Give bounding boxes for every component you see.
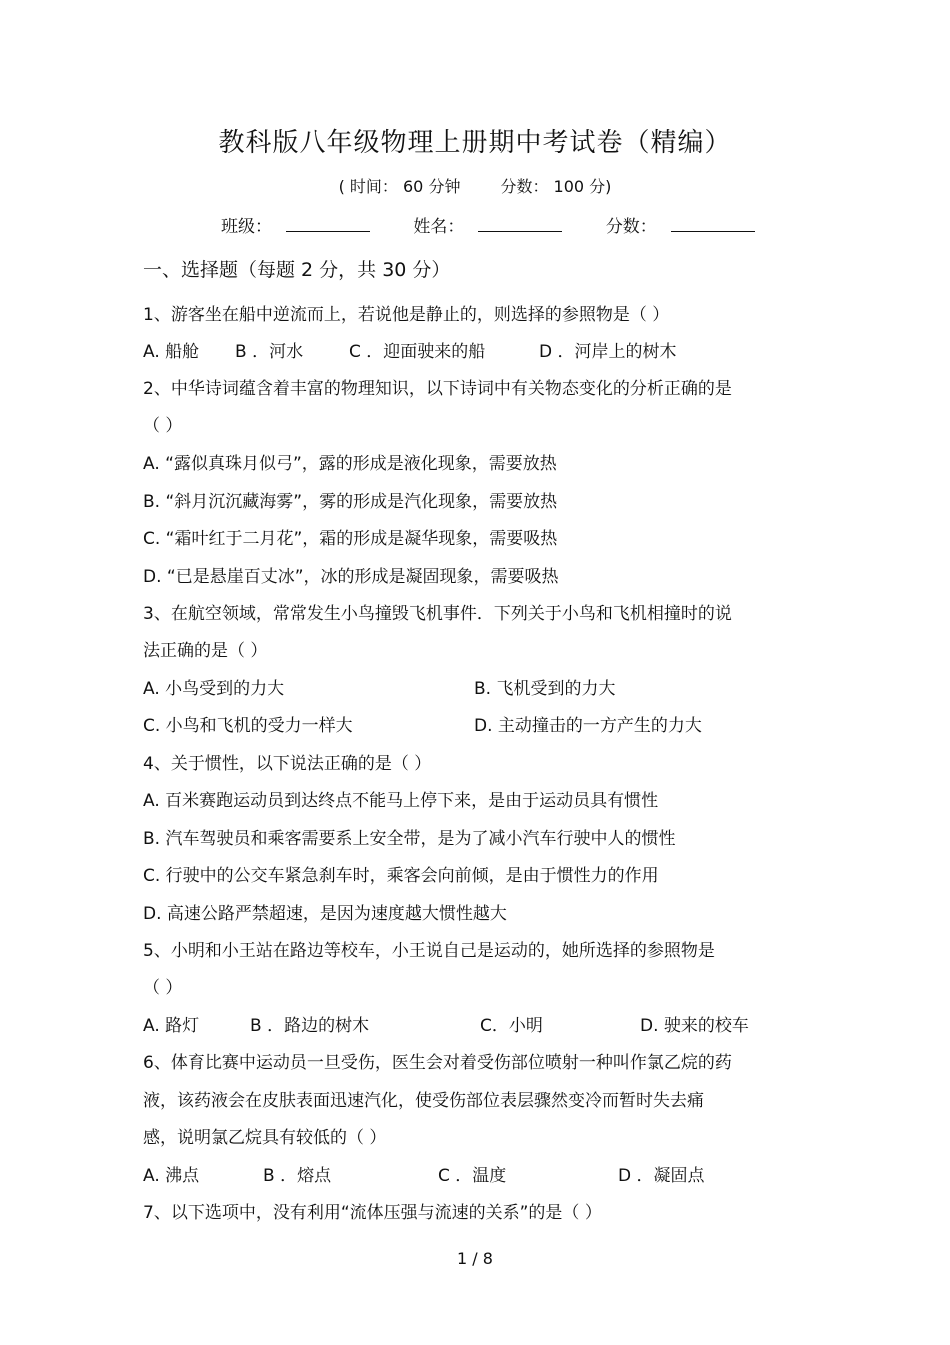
- question-6-stem: 6、体育比赛中运动员一旦受伤，医生会对着受伤部位喷射一种叫作氯乙烷的药: [143, 1053, 732, 1073]
- name-field[interactable]: [413, 212, 562, 237]
- q4-option-a: A. 百米赛跑运动员到达终点不能马上停下来，是由于运动员具有惯性: [143, 791, 659, 811]
- score-field[interactable]: [606, 212, 755, 237]
- class-label: 班级：: [221, 217, 272, 237]
- exam-meta: [0, 174, 950, 197]
- question-1-stem: 1、游客坐在船中逆流而上，若说他是静止的，则选择的参照物是（ ）: [143, 305, 670, 325]
- q6-option-a: A. 沸点: [143, 1166, 200, 1186]
- question-6-options: [143, 1161, 705, 1186]
- q3-option-c: C. 小鸟和飞机的受力一样大: [143, 716, 353, 736]
- q4-option-b: B. 汽车驾驶员和乘客需要系上安全带，是为了减小汽车行驶中人的惯性: [143, 829, 676, 849]
- q1-option-d: D ．河岸上的树木: [539, 342, 677, 362]
- question-5-options: [143, 1011, 749, 1036]
- question-7-stem: 7、以下选项中，没有利用“流体压强与流速的关系”的是（ ）: [143, 1203, 602, 1223]
- class-blank[interactable]: [286, 215, 370, 232]
- question-3-stem: 3、在航空领域，常常发生小鸟撞毁飞机事件．下列关于小鸟和飞机相撞时的说: [143, 604, 732, 624]
- question-2-stem: 2、中华诗词蕴含着丰富的物理知识，以下诗词中有关物态变化的分析正确的是: [143, 379, 732, 399]
- q4-option-c: C. 行驶中的公交车紧急刹车时，乘客会向前倾，是由于惯性力的作用: [143, 866, 659, 886]
- q2-option-c: C. “霜叶红于二月花”，霜的形成是凝华现象，需要吸热: [143, 529, 558, 549]
- question-5-stem-cont: （ ）: [143, 978, 183, 998]
- section-heading: 一、选择题（每题 2 分，共 30 分）: [143, 259, 451, 281]
- q5-option-d: D. 驶来的校车: [640, 1016, 749, 1036]
- page-title: 教科版八年级物理上册期中考试卷（精编）: [218, 128, 732, 158]
- exam-score: 分数： 100 分): [500, 177, 612, 196]
- score-blank[interactable]: [671, 215, 755, 232]
- q5-option-b: B ．路边的树木: [250, 1016, 370, 1036]
- question-4-stem: 4、关于惯性，以下说法正确的是（ ）: [143, 754, 432, 774]
- q1-option-c: C ．迎面驶来的船: [349, 342, 486, 362]
- q6-option-c: C ．温度: [438, 1166, 507, 1186]
- name-label: 姓名：: [413, 217, 465, 237]
- score-label: 分数：: [605, 217, 657, 237]
- q1-option-a: A. 船舱: [143, 342, 200, 362]
- q2-option-a: A. “露似真珠月似弓”，露的形成是液化现象，需要放热: [143, 454, 557, 474]
- question-3-stem-cont: 法正确的是（ ）: [143, 641, 268, 661]
- question-6-stem-cont-2: 感，说明氯乙烷具有较低的（ ）: [143, 1128, 387, 1148]
- question-6-stem-cont-1: 液，该药液会在皮肤表面迅速汽化，使受伤部位表层骤然变冷而暂时失去痛: [143, 1091, 704, 1111]
- q5-option-c: C．小明: [480, 1016, 543, 1036]
- class-field[interactable]: [221, 212, 370, 237]
- q5-option-a: A. 路灯: [143, 1016, 200, 1036]
- student-info-fields: [221, 212, 793, 237]
- q3-option-d: D. 主动撞击的一方产生的力大: [474, 716, 702, 736]
- q2-option-d: D. “已是悬崖百丈冰”，冰的形成是凝固现象，需要吸热: [143, 567, 559, 587]
- name-blank[interactable]: [478, 215, 562, 232]
- q3-option-b: B. 飞机受到的力大: [474, 679, 616, 699]
- question-2-stem-cont: （ ）: [143, 416, 183, 436]
- question-1-options: [143, 337, 677, 362]
- page-number: 1 / 8: [457, 1249, 493, 1268]
- q6-option-d: D ．凝固点: [618, 1166, 705, 1186]
- q1-option-b: B ．河水: [235, 342, 304, 362]
- q4-option-d: D. 高速公路严禁超速，是因为速度越大惯性越大: [143, 904, 507, 924]
- q2-option-b: B. “斜月沉沉藏海雾”，雾的形成是汽化现象，需要放热: [143, 492, 558, 512]
- question-5-stem: 5、小明和小王站在路边等校车，小王说自己是运动的，她所选择的参照物是: [143, 941, 715, 961]
- exam-time: ( 时间： 60 分钟: [338, 177, 461, 196]
- q3-option-a: A. 小鸟受到的力大: [143, 679, 285, 699]
- q6-option-b: B ．熔点: [263, 1166, 332, 1186]
